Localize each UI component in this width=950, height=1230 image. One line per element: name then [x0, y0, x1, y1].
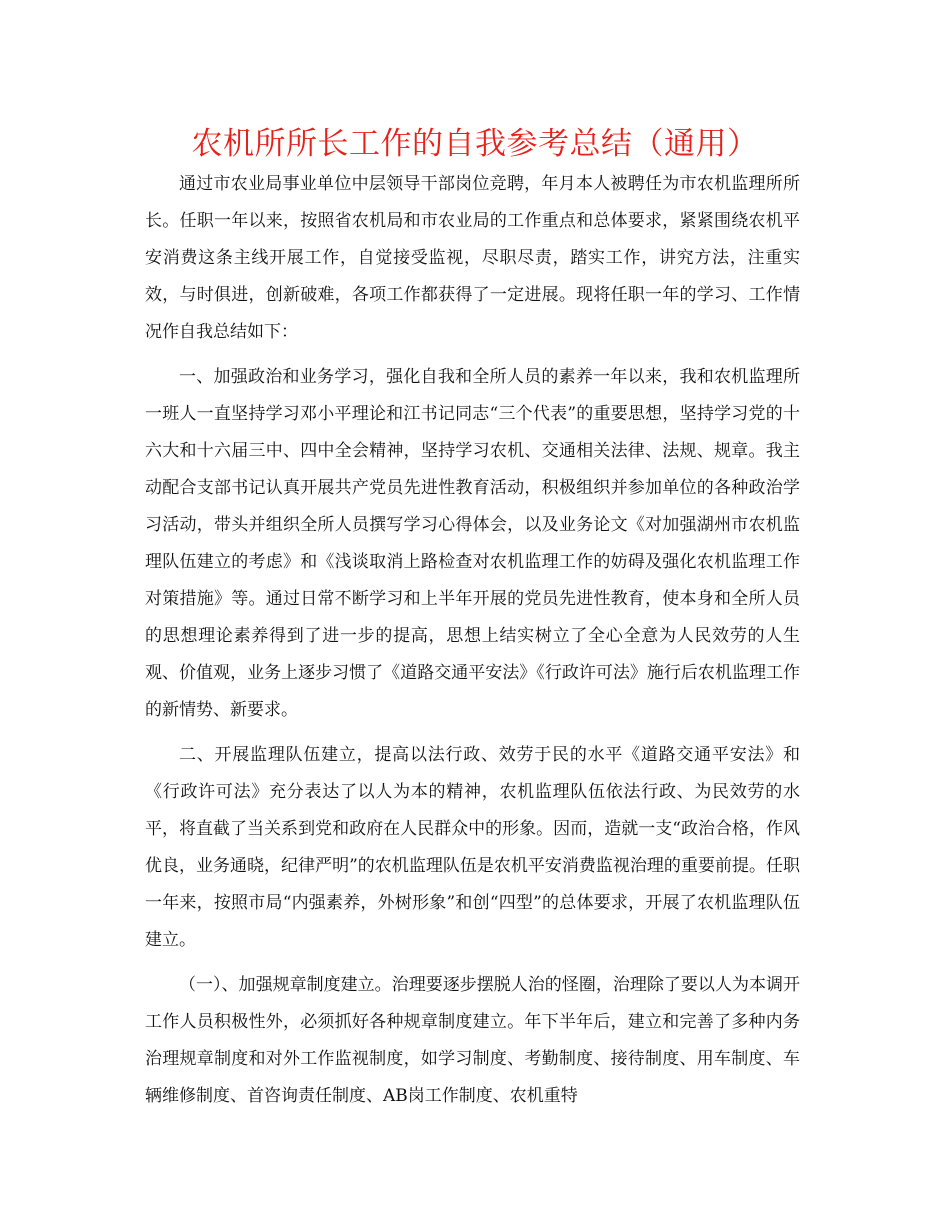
document-body	[145, 166, 800, 1115]
document-title: 农机所所长工作的自我参考总结（通用）	[191, 126, 759, 162]
paragraph-section-1: 一、加强政治和业务学习，强化自我和全所人员的素养一年以来，我和农机监理所一班人一直坚持学习邓小平理论和江书记同志“三个代表”的重要思想，坚持学习党的十六大和十六届三中、四中全会精神，坚持学习农机、交通相关法律、法规、规章。我主动配合支部书记认真开展共产党员先进性教育活动，积极组织并参加单位的各种政治学习活动，带头并组织全所人员撰写学习心得体会，以及业务论文《对加强湖州市农机监理队伍建立的考虑》和《浅谈取消上路检查对农机监理工作的妨碍及强化农机监理工作对策措施》等。通过日常不断学习和上半年开展的党员先进性教育，使本身和全所人员的思想理论素养得到了进一步的提高，思想上结实树立了全心全意为人民效劳的人生观、价值观，业务上逐步习惯了《道路交通平安法》《行政许可法》施行后农机监理工作的新情势、新要求。	[145, 367, 800, 720]
paragraph-section-2: 二、开展监理队伍建立，提高以法行政、效劳于民的水平《道路交通平安法》和《行政许可法》充分表达了以人为本的精神，农机监理队伍依法行政、为民效劳的水平，将直截了当关系到党和政府在人民群众中的形象。因而，造就一支“政治合格，作风优良，业务通晓，纪律严明”的农机监理队伍是农机平安消费监视治理的重要前提。任职一年来，按照市局“内强素养，外树形象”和创“四型”的总体要求，开展了农机监理队伍建立。	[145, 745, 800, 950]
paragraph-subsection-1: （一）、加强规章制度建立。治理要逐步摆脱人治的怪圈，治理除了要以人为本调开工作人员积极性外，必须抓好各种规章制度建立。年下半年后，建立和完善了多种内务治理规章制度和对外工作监视制度，如学习制度、考勤制度、接待制度、用车制度、车辆维修制度、首咨询责任制度、AB岗工作制度、农机重特	[145, 975, 800, 1106]
paragraph-intro: 通过市农业局事业单位中层领导干部岗位竞聘，年月本人被聘任为市农机监理所所长。任职一年以来，按照省农机局和市农业局的工作重点和总体要求，紧紧围绕农机平安消费这条主线开展工作，自觉接受监视，尽职尽责，踏实工作，讲究方法，注重实效，与时俱进，创新破难，各项工作都获得了一定进展。现将任职一年的学习、工作情况作自我总结如下：	[145, 174, 800, 342]
